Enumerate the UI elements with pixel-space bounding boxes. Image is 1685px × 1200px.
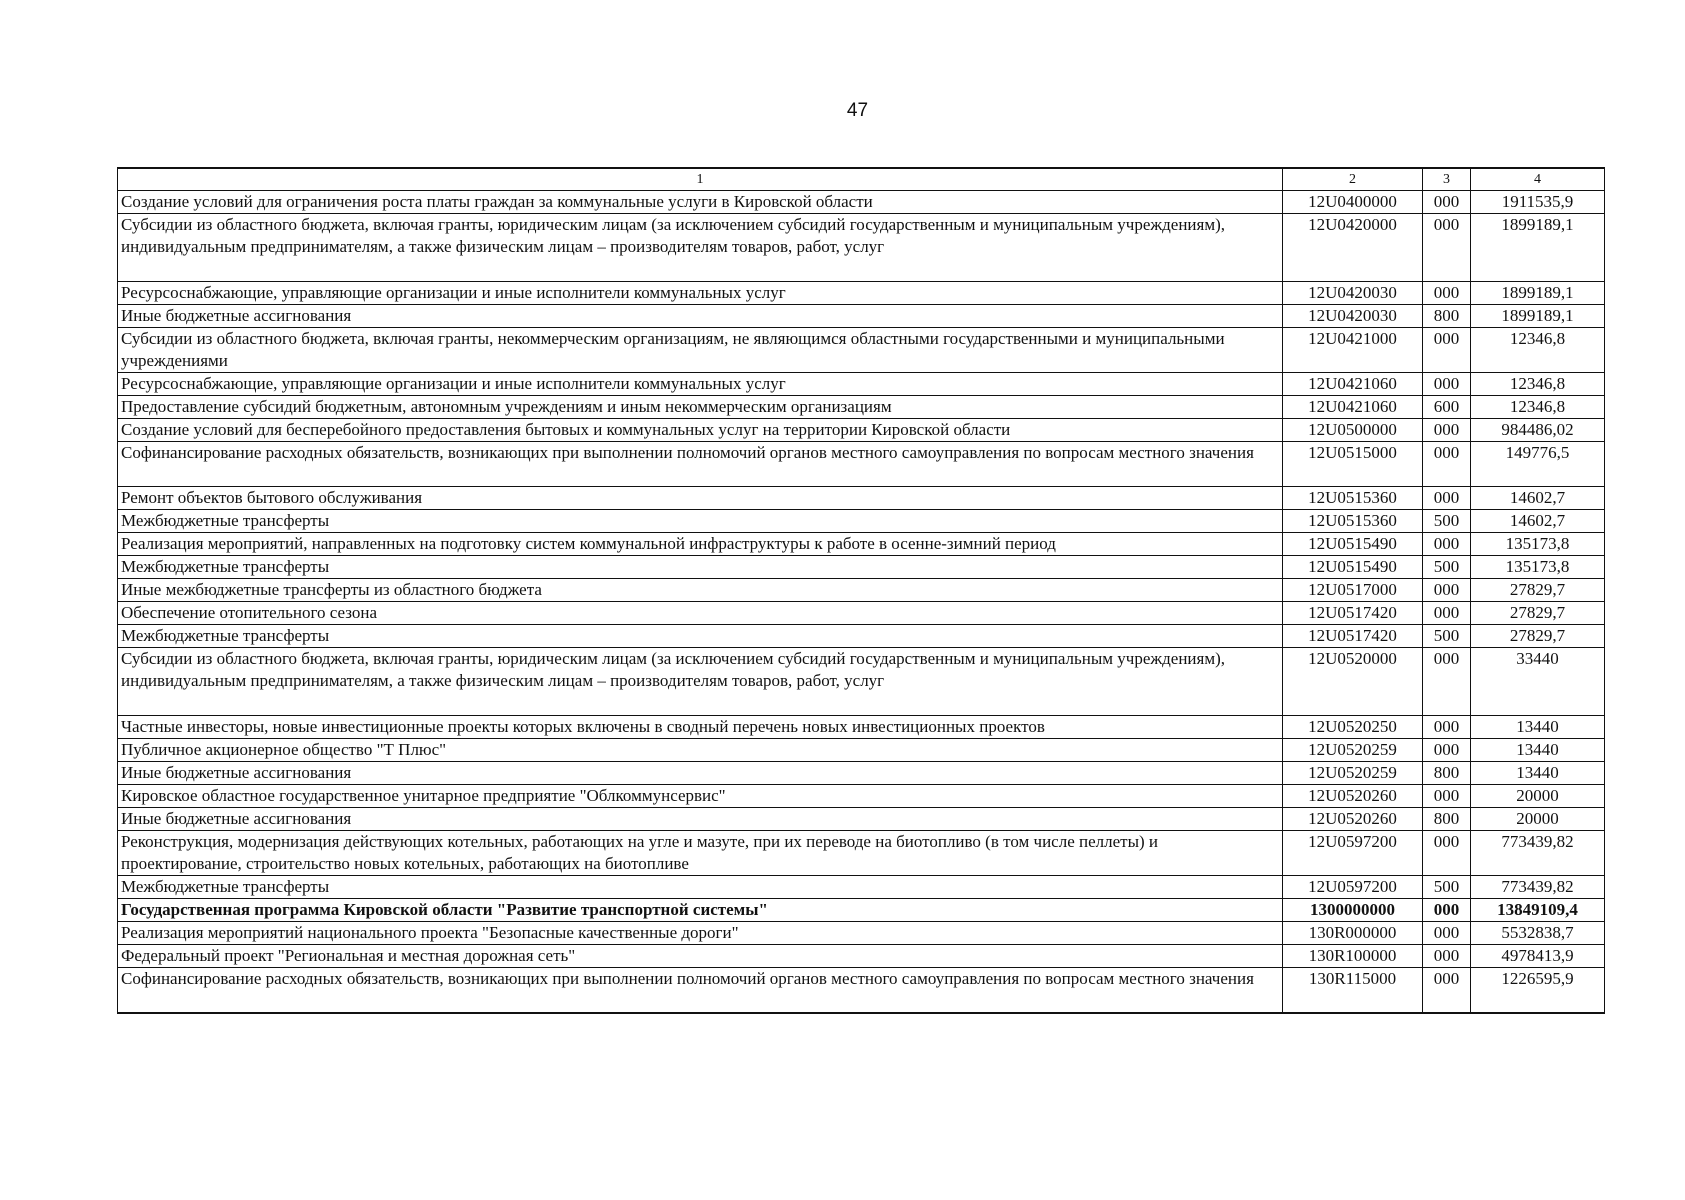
table-row [118, 556, 1605, 579]
row-name-cell: Софинансирование расходных обязательств, возникающих при выполнении полномочий органов местного самоуправления по вопросам местного значения [118, 442, 1283, 487]
table-row [118, 373, 1605, 396]
row-code-cell: 130R000000 [1283, 922, 1423, 945]
row-type-cell: 000 [1423, 191, 1471, 214]
row-name-cell: Реконструкция, модернизация действующих котельных, работающих на угле и мазуте, при их переводе на биотопливо (в том числе пеллеты) и проектирование, строительство новых котельных, работающих на биотопливе [118, 831, 1283, 876]
row-type-cell: 000 [1423, 579, 1471, 602]
row-amount-cell: 33440 [1471, 648, 1605, 716]
row-code-cell: 12U0421060 [1283, 396, 1423, 419]
table-row [118, 396, 1605, 419]
table-row [118, 282, 1605, 305]
table-row [118, 328, 1605, 373]
table-row [118, 191, 1605, 214]
table-row [118, 533, 1605, 556]
row-type-cell: 000 [1423, 328, 1471, 373]
row-amount-cell: 27829,7 [1471, 579, 1605, 602]
row-amount-cell: 984486,02 [1471, 419, 1605, 442]
row-type-cell: 000 [1423, 419, 1471, 442]
row-code-cell: 12U0420030 [1283, 282, 1423, 305]
row-code-cell: 12U0421000 [1283, 328, 1423, 373]
row-name-cell: Субсидии из областного бюджета, включая гранты, некоммерческим организациям, не являющимся областными государственными и муниципальными учреждениями [118, 328, 1283, 373]
budget-table-container [117, 167, 1605, 1014]
row-name-cell: Предоставление субсидий бюджетным, автономным учреждениям и иным некоммерческим организациям [118, 396, 1283, 419]
row-name-cell: Создание условий для ограничения роста платы граждан за коммунальные услуги в Кировской области [118, 191, 1283, 214]
row-code-cell: 12U0597200 [1283, 831, 1423, 876]
row-type-cell: 800 [1423, 305, 1471, 328]
row-code-cell: 130R100000 [1283, 945, 1423, 968]
table-row [118, 442, 1605, 487]
row-amount-cell: 773439,82 [1471, 831, 1605, 876]
table-row [118, 602, 1605, 625]
row-code-cell: 12U0400000 [1283, 191, 1423, 214]
row-code-cell: 12U0520250 [1283, 716, 1423, 739]
row-name-cell: Кировское областное государственное унитарное предприятие "Облкоммунсервис" [118, 785, 1283, 808]
row-amount-cell: 27829,7 [1471, 625, 1605, 648]
table-row [118, 648, 1605, 716]
row-amount-cell: 1226595,9 [1471, 968, 1605, 1014]
row-name-cell: Реализация мероприятий национального проекта "Безопасные качественные дороги" [118, 922, 1283, 945]
row-code-cell: 12U0520260 [1283, 808, 1423, 831]
table-row [118, 579, 1605, 602]
row-type-cell: 000 [1423, 533, 1471, 556]
row-amount-cell: 12346,8 [1471, 328, 1605, 373]
row-amount-cell: 14602,7 [1471, 487, 1605, 510]
header-col-1: 1 [118, 168, 1283, 191]
header-col-4: 4 [1471, 168, 1605, 191]
row-type-cell: 000 [1423, 739, 1471, 762]
row-name-cell: Субсидии из областного бюджета, включая гранты, юридическим лицам (за исключением субсидий государственным и муниципальным учреждениям), индивидуальным предпринимателям, а также физическим лицам – производителям товаров, работ, услуг [118, 214, 1283, 282]
table-row [118, 922, 1605, 945]
row-amount-cell: 13849109,4 [1471, 899, 1605, 922]
budget-table [117, 167, 1605, 1014]
table-row [118, 419, 1605, 442]
row-type-cell: 500 [1423, 556, 1471, 579]
row-type-cell: 600 [1423, 396, 1471, 419]
page-number: 47 [846, 100, 869, 121]
row-code-cell: 12U0520260 [1283, 785, 1423, 808]
table-row [118, 899, 1605, 922]
row-type-cell: 500 [1423, 510, 1471, 533]
row-code-cell: 12U0520259 [1283, 762, 1423, 785]
row-name-cell: Создание условий для бесперебойного предоставления бытовых и коммунальных услуг на территории Кировской области [118, 419, 1283, 442]
row-code-cell: 12U0515490 [1283, 533, 1423, 556]
row-type-cell: 000 [1423, 214, 1471, 282]
row-code-cell: 12U0517420 [1283, 602, 1423, 625]
row-code-cell: 12U0597200 [1283, 876, 1423, 899]
row-type-cell: 000 [1423, 716, 1471, 739]
row-name-cell: Субсидии из областного бюджета, включая гранты, юридическим лицам (за исключением субсидий государственным и муниципальным учреждениям), индивидуальным предпринимателям, а также физическим лицам – производителям товаров, работ, услуг [118, 648, 1283, 716]
row-name-cell: Иные межбюджетные трансферты из областного бюджета [118, 579, 1283, 602]
table-row [118, 739, 1605, 762]
row-amount-cell: 135173,8 [1471, 533, 1605, 556]
table-row [118, 831, 1605, 876]
row-name-cell: Реализация мероприятий, направленных на подготовку систем коммунальной инфраструктуры к работе в осенне-зимний период [118, 533, 1283, 556]
row-name-cell: Софинансирование расходных обязательств, возникающих при выполнении полномочий органов местного самоуправления по вопросам местного значения [118, 968, 1283, 1014]
row-name-cell: Иные бюджетные ассигнования [118, 305, 1283, 328]
row-amount-cell: 773439,82 [1471, 876, 1605, 899]
row-amount-cell: 4978413,9 [1471, 945, 1605, 968]
row-code-cell: 12U0500000 [1283, 419, 1423, 442]
row-name-cell: Частные инвесторы, новые инвестиционные проекты которых включены в сводный перечень новых инвестиционных проектов [118, 716, 1283, 739]
row-amount-cell: 1899189,1 [1471, 214, 1605, 282]
row-amount-cell: 13440 [1471, 739, 1605, 762]
table-row [118, 716, 1605, 739]
row-amount-cell: 13440 [1471, 716, 1605, 739]
table-row [118, 808, 1605, 831]
row-amount-cell: 20000 [1471, 785, 1605, 808]
table-row [118, 305, 1605, 328]
row-type-cell: 000 [1423, 945, 1471, 968]
table-row [118, 487, 1605, 510]
row-name-cell: Межбюджетные трансферты [118, 876, 1283, 899]
row-type-cell: 000 [1423, 602, 1471, 625]
row-amount-cell: 1899189,1 [1471, 282, 1605, 305]
row-name-cell: Государственная программа Кировской области "Развитие транспортной системы" [118, 899, 1283, 922]
row-code-cell: 12U0517420 [1283, 625, 1423, 648]
table-row [118, 214, 1605, 282]
row-name-cell: Межбюджетные трансферты [118, 625, 1283, 648]
row-name-cell: Ремонт объектов бытового обслуживания [118, 487, 1283, 510]
row-name-cell: Межбюджетные трансферты [118, 556, 1283, 579]
row-amount-cell: 20000 [1471, 808, 1605, 831]
row-type-cell: 800 [1423, 808, 1471, 831]
table-row [118, 510, 1605, 533]
row-code-cell: 12U0420000 [1283, 214, 1423, 282]
row-type-cell: 000 [1423, 831, 1471, 876]
row-code-cell: 12U0420030 [1283, 305, 1423, 328]
row-type-cell: 500 [1423, 625, 1471, 648]
row-amount-cell: 12346,8 [1471, 373, 1605, 396]
row-amount-cell: 12346,8 [1471, 396, 1605, 419]
row-name-cell: Ресурсоснабжающие, управляющие организации и иные исполнители коммунальных услуг [118, 373, 1283, 396]
row-code-cell: 12U0515490 [1283, 556, 1423, 579]
row-type-cell: 000 [1423, 968, 1471, 1014]
row-amount-cell: 1911535,9 [1471, 191, 1605, 214]
row-type-cell: 000 [1423, 899, 1471, 922]
row-name-cell: Иные бюджетные ассигнования [118, 808, 1283, 831]
header-col-2: 2 [1283, 168, 1423, 191]
table-row [118, 968, 1605, 1014]
row-amount-cell: 135173,8 [1471, 556, 1605, 579]
row-code-cell: 12U0421060 [1283, 373, 1423, 396]
row-type-cell: 000 [1423, 785, 1471, 808]
row-name-cell: Межбюджетные трансферты [118, 510, 1283, 533]
row-type-cell: 000 [1423, 282, 1471, 305]
row-code-cell: 12U0520259 [1283, 739, 1423, 762]
row-code-cell: 12U0520000 [1283, 648, 1423, 716]
row-type-cell: 000 [1423, 373, 1471, 396]
row-type-cell: 800 [1423, 762, 1471, 785]
row-amount-cell: 27829,7 [1471, 602, 1605, 625]
row-type-cell: 000 [1423, 487, 1471, 510]
table-body [118, 191, 1605, 1014]
header-col-3: 3 [1423, 168, 1471, 191]
row-type-cell: 000 [1423, 648, 1471, 716]
row-code-cell: 12U0515360 [1283, 487, 1423, 510]
row-amount-cell: 5532838,7 [1471, 922, 1605, 945]
row-type-cell: 500 [1423, 876, 1471, 899]
row-type-cell: 000 [1423, 922, 1471, 945]
row-amount-cell: 149776,5 [1471, 442, 1605, 487]
row-amount-cell: 14602,7 [1471, 510, 1605, 533]
table-row [118, 762, 1605, 785]
row-name-cell: Иные бюджетные ассигнования [118, 762, 1283, 785]
row-code-cell: 12U0517000 [1283, 579, 1423, 602]
row-name-cell: Федеральный проект "Региональная и местная дорожная сеть" [118, 945, 1283, 968]
row-code-cell: 1300000000 [1283, 899, 1423, 922]
table-row [118, 785, 1605, 808]
row-name-cell: Публичное акционерное общество "Т Плюс" [118, 739, 1283, 762]
row-code-cell: 12U0515000 [1283, 442, 1423, 487]
row-code-cell: 130R115000 [1283, 968, 1423, 1014]
table-row [118, 945, 1605, 968]
table-row [118, 625, 1605, 648]
row-type-cell: 000 [1423, 442, 1471, 487]
row-code-cell: 12U0515360 [1283, 510, 1423, 533]
table-row [118, 876, 1605, 899]
row-amount-cell: 13440 [1471, 762, 1605, 785]
row-amount-cell: 1899189,1 [1471, 305, 1605, 328]
row-name-cell: Ресурсоснабжающие, управляющие организации и иные исполнители коммунальных услуг [118, 282, 1283, 305]
row-name-cell: Обеспечение отопительного сезона [118, 602, 1283, 625]
header-row [118, 168, 1605, 191]
